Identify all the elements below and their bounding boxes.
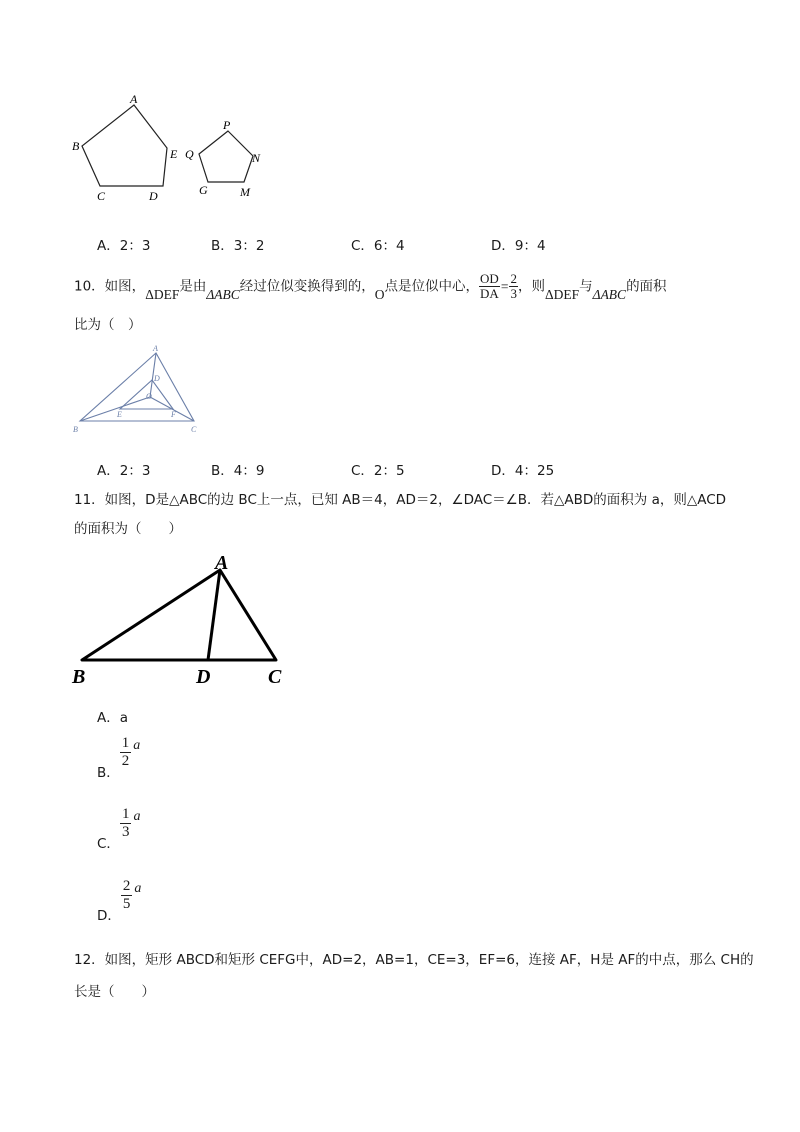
q10-number: 10．如图， [74, 278, 146, 295]
label-C: C [268, 666, 282, 688]
label-D: D [149, 189, 158, 203]
q10-text-3: 点是位似中心， [384, 278, 480, 295]
q9-pentagons-figure [60, 88, 280, 208]
label-P: P [223, 118, 231, 132]
q10-text-2: 经过位似变换得到的， [239, 278, 375, 295]
label-D: D [196, 666, 211, 688]
q11-question-line1: 11．如图，D是△ABC的边 BC上一点，已知 AB＝4，AD＝2，∠DAC＝∠B．若△ABD的面积为 a，则△ACD [74, 492, 727, 508]
label-Q: Q [185, 147, 194, 161]
q9-option-a[interactable]: A．2：3 [97, 238, 151, 254]
q10-question-line2: 比为（ ） [74, 317, 142, 333]
label-B: B [72, 666, 86, 688]
label-B: B [73, 425, 78, 434]
q10-text-5: 与 [579, 278, 593, 295]
label-F: F [171, 410, 176, 419]
q10-tri-abc-2: ΔABC [592, 286, 627, 302]
label-C: C [191, 425, 197, 434]
q10-text-1: 是由 [179, 278, 207, 295]
q10-tri-def: ΔDEF [145, 286, 180, 302]
q10-option-a[interactable]: A．2：3 [97, 463, 151, 479]
q10-text-6: 的面积 [626, 278, 667, 295]
q11-option-c[interactable]: C． $\frac{1}{3}$ a [97, 806, 141, 852]
label-N: N [252, 151, 261, 165]
q12-question-line2: 长是（ ） [74, 984, 155, 1000]
q10-tri-def-2: ΔDEF [544, 286, 580, 302]
q11-triangle-figure [70, 550, 300, 690]
label-A: A [215, 552, 229, 574]
label-M: M [240, 185, 250, 199]
small-pentagon [199, 131, 253, 182]
segment-ad [208, 570, 220, 660]
q11-question-line2: 的面积为（ ） [74, 521, 182, 537]
q10-ratio-fraction: $\frac{OD}{DA}$ [480, 271, 499, 301]
q10-text-4: ，则 [517, 278, 545, 295]
q10-point-o: O [374, 286, 385, 302]
label-A: A [153, 344, 158, 353]
q12-question-line1: 12．如图，矩形 ABCD和矩形 CEFG中，AD=2，AB=1，CE=3，EF=6，连接 AF，H是 AF的中点，那么 CH的 [74, 952, 754, 968]
label-C: C [97, 189, 106, 203]
q10-tri-abc: ΔABC [206, 286, 240, 302]
q10-option-b[interactable]: B．4：9 [211, 463, 265, 479]
q9-option-b[interactable]: B．3：2 [211, 238, 265, 254]
q11-option-a[interactable]: A．a [97, 710, 129, 726]
label-E: E [117, 410, 122, 419]
large-pentagon [82, 105, 167, 186]
q10-value-fraction: $\frac{2}{3}$ [510, 271, 517, 301]
label-G: G [199, 183, 208, 197]
q10-option-d[interactable]: D．4：25 [491, 463, 555, 479]
q11-option-b[interactable]: B． $\frac{1}{2}$ a [97, 735, 141, 781]
label-A: A [130, 92, 138, 106]
q11-option-d[interactable]: D． $\frac{2}{5}$ a [97, 878, 142, 924]
label-E: E [170, 147, 178, 161]
q10-homothety-figure [70, 343, 210, 438]
triangle-abc [82, 570, 276, 660]
q10-question-line1 [74, 272, 667, 301]
q10-option-c[interactable]: C．2：5 [351, 463, 405, 479]
q10-equals: = [500, 278, 509, 294]
q9-option-d[interactable]: D．9：4 [491, 238, 546, 254]
label-O: O [146, 392, 152, 401]
triangle-abc [80, 353, 194, 421]
label-B: B [72, 139, 80, 153]
label-D: D [154, 374, 160, 383]
q9-option-c[interactable]: C．6：4 [351, 238, 405, 254]
